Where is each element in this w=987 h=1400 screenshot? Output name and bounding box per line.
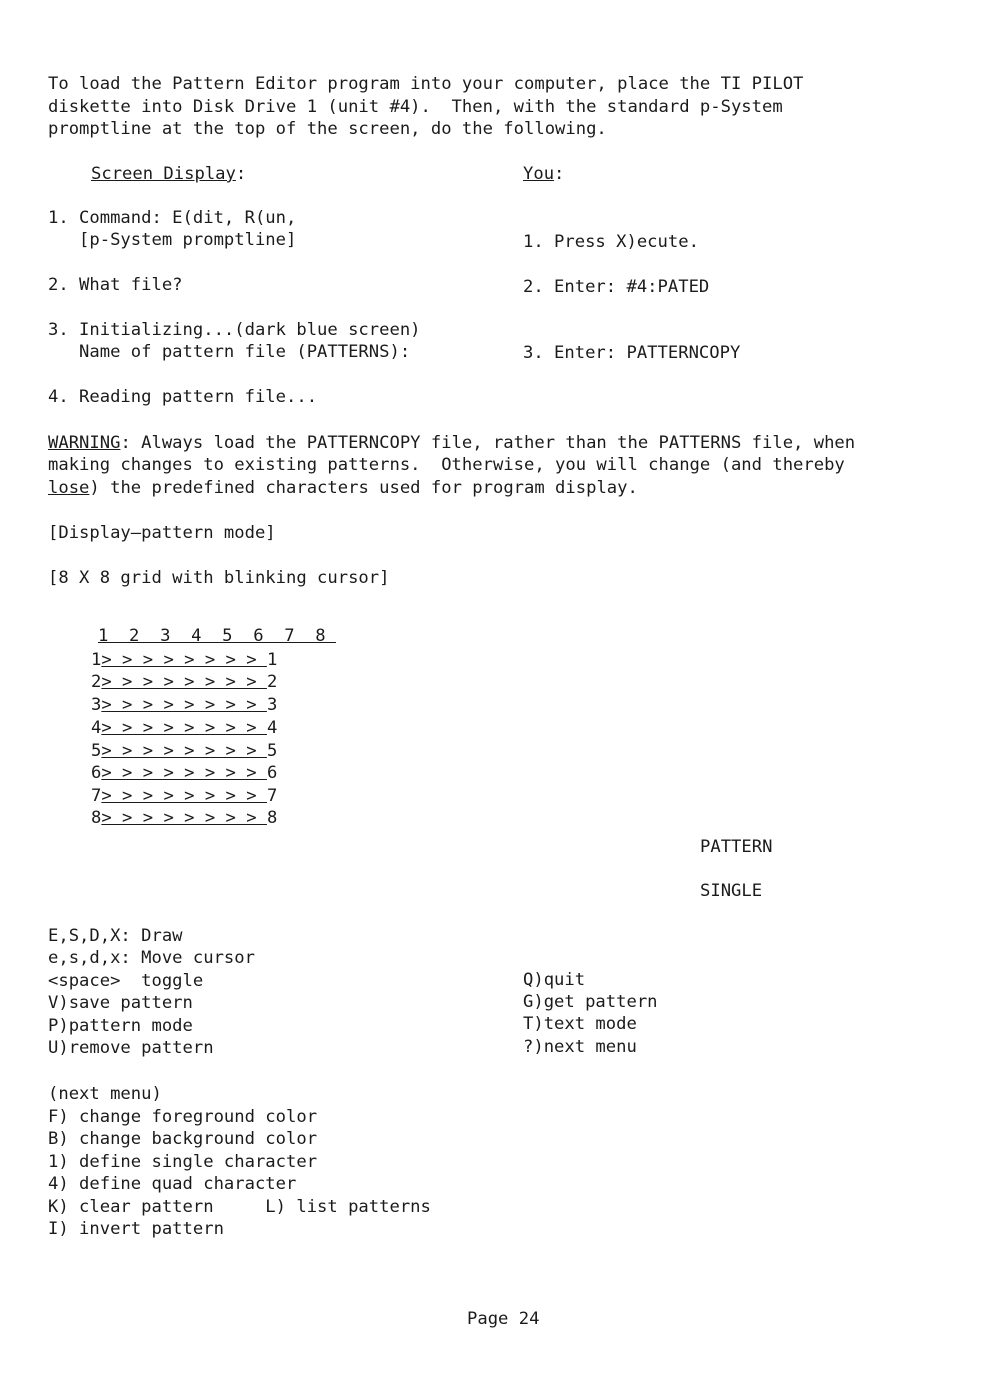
page-number: Page 24 xyxy=(467,1309,540,1329)
step-1-screen-line-2: [p-System promptline] xyxy=(48,230,297,250)
step-3-screen-line-2: Name of pattern file (PATTERNS): xyxy=(48,342,411,362)
menu-item: 1) define single character xyxy=(48,1152,318,1172)
step-2-screen: 2. What file? xyxy=(48,275,183,295)
warning-line-3: lose) the predefined characters used for program display. xyxy=(48,478,638,498)
menu-item: V)save pattern xyxy=(48,993,193,1013)
menu-item: B) change background color xyxy=(48,1129,318,1149)
intro-line-3: promptline at the top of the screen, do the following. xyxy=(48,119,607,139)
menu-item: I) invert pattern xyxy=(48,1219,224,1239)
grid-row: 2> > > > > > > > 2 xyxy=(91,672,278,693)
grid-row: 7> > > > > > > > 7 xyxy=(91,786,278,807)
menu-item: G)get pattern xyxy=(523,992,658,1012)
menu-item: 4) define quad character xyxy=(48,1174,297,1194)
menu-item: T)text mode xyxy=(523,1014,637,1034)
step-1-you: 1. Press X)ecute. xyxy=(523,232,699,252)
step-4-screen: 4. Reading pattern file... xyxy=(48,387,318,407)
menu-item: U)remove pattern xyxy=(48,1038,214,1058)
next-menu-title: (next menu) xyxy=(48,1084,162,1104)
grid-row: 4> > > > > > > > 4 xyxy=(91,718,278,739)
grid-label: [8 X 8 grid with blinking cursor] xyxy=(48,568,390,588)
menu-item: <space> toggle xyxy=(48,971,204,991)
grid-row: 5> > > > > > > > 5 xyxy=(91,741,278,762)
display-mode-label: [Display—pattern mode] xyxy=(48,523,276,543)
intro-line-1: To load the Pattern Editor program into your computer, place the TI PILOT xyxy=(48,74,804,94)
step-2-you: 2. Enter: #4:PATED xyxy=(523,277,710,297)
menu-item: E,S,D,X: Draw xyxy=(48,926,183,946)
menu-item: ?)next menu xyxy=(523,1037,637,1057)
grid-row: 8> > > > > > > > 8 xyxy=(91,808,278,829)
menu-item: e,s,d,x: Move cursor xyxy=(48,948,255,968)
intro-line-2: diskette into Disk Drive 1 (unit #4). Then, with the standard p-System xyxy=(48,97,783,117)
grid-row: 6> > > > > > > > 6 xyxy=(91,763,278,784)
step-3-screen-line-1: 3. Initializing...(dark blue screen) xyxy=(48,320,421,340)
menu-item: K) clear pattern L) list patterns xyxy=(48,1197,431,1217)
warning-line-2: making changes to existing patterns. Otherwise, you will change (and thereby xyxy=(48,455,845,475)
menu-item: F) change foreground color xyxy=(48,1107,318,1127)
grid-row: 1> > > > > > > > 1 xyxy=(91,650,278,671)
grid-row: 3> > > > > > > > 3 xyxy=(91,695,278,716)
menu-item: P)pattern mode xyxy=(48,1016,193,1036)
step-1-screen-line-1: 1. Command: E(dit, R(un, xyxy=(48,208,297,228)
screen-display-heading: Screen Display: xyxy=(91,164,247,184)
warning-line-1: WARNING: Always load the PATTERNCOPY file, rather than the PATTERNS file, when xyxy=(48,433,856,453)
character-size-indicator: SINGLE xyxy=(700,881,763,901)
menu-item: Q)quit xyxy=(523,970,586,990)
you-heading: You: xyxy=(523,164,565,184)
mode-indicator: PATTERN xyxy=(700,837,773,857)
warning-label: WARNING xyxy=(48,433,121,453)
grid-column-header: 1 2 3 4 5 6 7 8 xyxy=(98,626,336,647)
step-3-you: 3. Enter: PATTERNCOPY xyxy=(523,343,741,363)
